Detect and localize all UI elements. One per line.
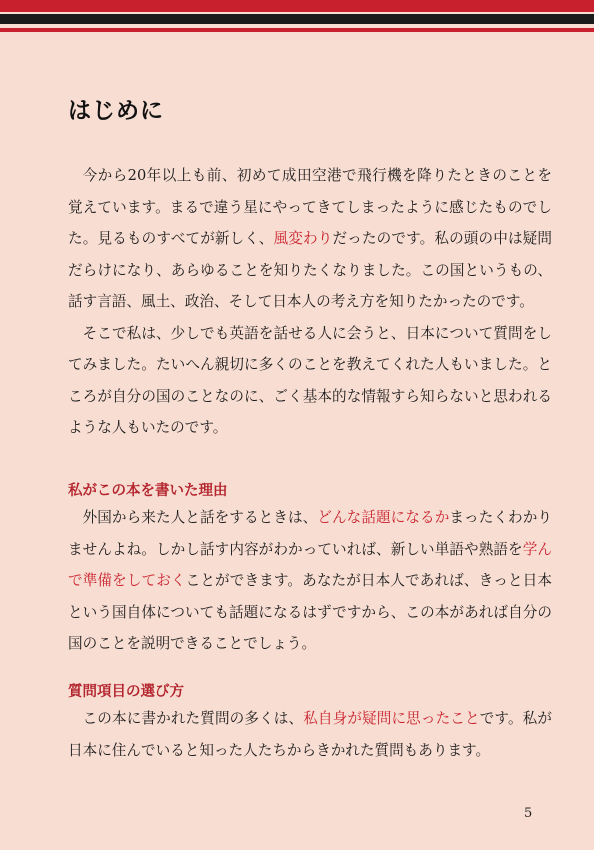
section-heading-selection: 質問項目の選び方 xyxy=(68,684,184,700)
section-reason-text xyxy=(68,502,552,660)
section-selection-text xyxy=(68,703,552,766)
text-run: ことができます。あなたが日本人であれば、きっと日本という国自体についても話題になるはずですから、この本があれば自分の国のことを説明できることでしょう。 xyxy=(68,572,552,652)
text-run: この本に書かれた質問の多くは、 xyxy=(82,710,304,727)
header-decorative-bands xyxy=(0,0,594,40)
page-title: はじめに xyxy=(68,98,164,124)
text-run: だったのです。私の頭の中は疑問だらけになり、あらゆることを知りたくなりました。この国というもの、話す言語、風土、政治、そして日本人の考え方を知りたかったのです。 xyxy=(68,230,552,310)
section-heading-reason: 私がこの本を書いた理由 xyxy=(68,483,228,499)
top-red-band xyxy=(0,0,594,12)
intro-paragraph-2 xyxy=(68,318,552,444)
text-run: そこで私は、少しでも英語を話せる人に会うと、日本について質問をしてみました。たいへん親切に多くのことを教えてくれた人もいました。ところが自分の国のことなのに、ごく基本的な情報すら知らないと思われるような人もいたのです。 xyxy=(68,324,552,436)
highlighted-phrase: 学んで準備をしておく xyxy=(68,540,552,589)
text-run: まったくわかりませんよね。しかし話す内容がわかっていれば、新しい単語や熟語を xyxy=(68,509,552,558)
text-run: 外国から来た人と話をするときは、 xyxy=(82,509,318,526)
top-black-band xyxy=(0,14,594,24)
highlighted-phrase: 風変わり xyxy=(273,230,333,247)
text-run: です。私が日本に住んでいると知った人たちからきかれた質問もあります。 xyxy=(68,710,552,759)
page-number: 5 xyxy=(524,806,533,821)
intro-paragraph-1 xyxy=(68,160,552,318)
text-run: 今から20年以上も前、初めて成田空港で飛行機を降りたときのことを覚えています。まるで違う星にやってきてしまったように感じたものでした。見るものすべてが新しく、 xyxy=(68,167,552,247)
reason-paragraph-1 xyxy=(68,502,552,660)
thin-red-band xyxy=(0,28,594,32)
highlighted-phrase: 私自身が疑問に思ったこと xyxy=(303,710,480,727)
intro-text xyxy=(68,160,552,444)
highlighted-phrase: どんな話題になるか xyxy=(317,509,450,526)
selection-paragraph-1 xyxy=(68,703,552,766)
